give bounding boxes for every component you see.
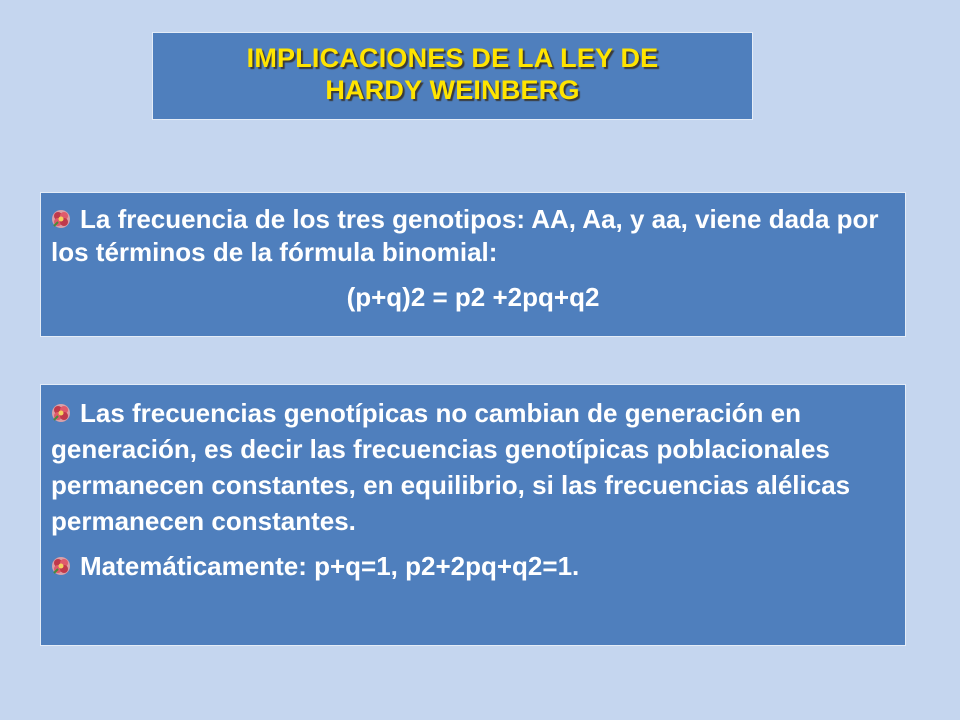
genotype-frequency-text: La frecuencia de los tres genotipos: AA, Aa, y aa, viene dada por los términos de la fórmula binomial: xyxy=(51,204,879,267)
genotype-frequency-box xyxy=(40,192,906,337)
title-box xyxy=(152,32,753,120)
genotype-frequency-paragraph xyxy=(51,203,895,269)
genotypic-frequencies-paragraph xyxy=(51,395,895,539)
title-line-1: IMPLICACIONES DE LA LEY DE xyxy=(246,43,659,73)
flower-bullet-icon xyxy=(51,556,71,576)
genotypic-frequencies-text: Las frecuencias genotípicas no cambian de generación en generación, es decir las frecuencias genotípicas poblacionales permanecen constantes, en equilibrio, si las frecuencias alélicas permanecen constantes. xyxy=(51,398,851,536)
binomial-formula: (p+q)2 = p2 +2pq+q2 xyxy=(346,282,600,312)
genotypic-frequencies-box xyxy=(40,384,906,646)
mathematical-statement-paragraph xyxy=(51,548,895,584)
mathematical-statement-text: Matemáticamente: p+q=1, p2+2pq+q2=1. xyxy=(80,551,580,581)
flower-bullet-icon xyxy=(51,209,71,229)
flower-bullet-icon xyxy=(51,403,71,423)
title-line-2: HARDY WEINBERG xyxy=(325,75,580,105)
